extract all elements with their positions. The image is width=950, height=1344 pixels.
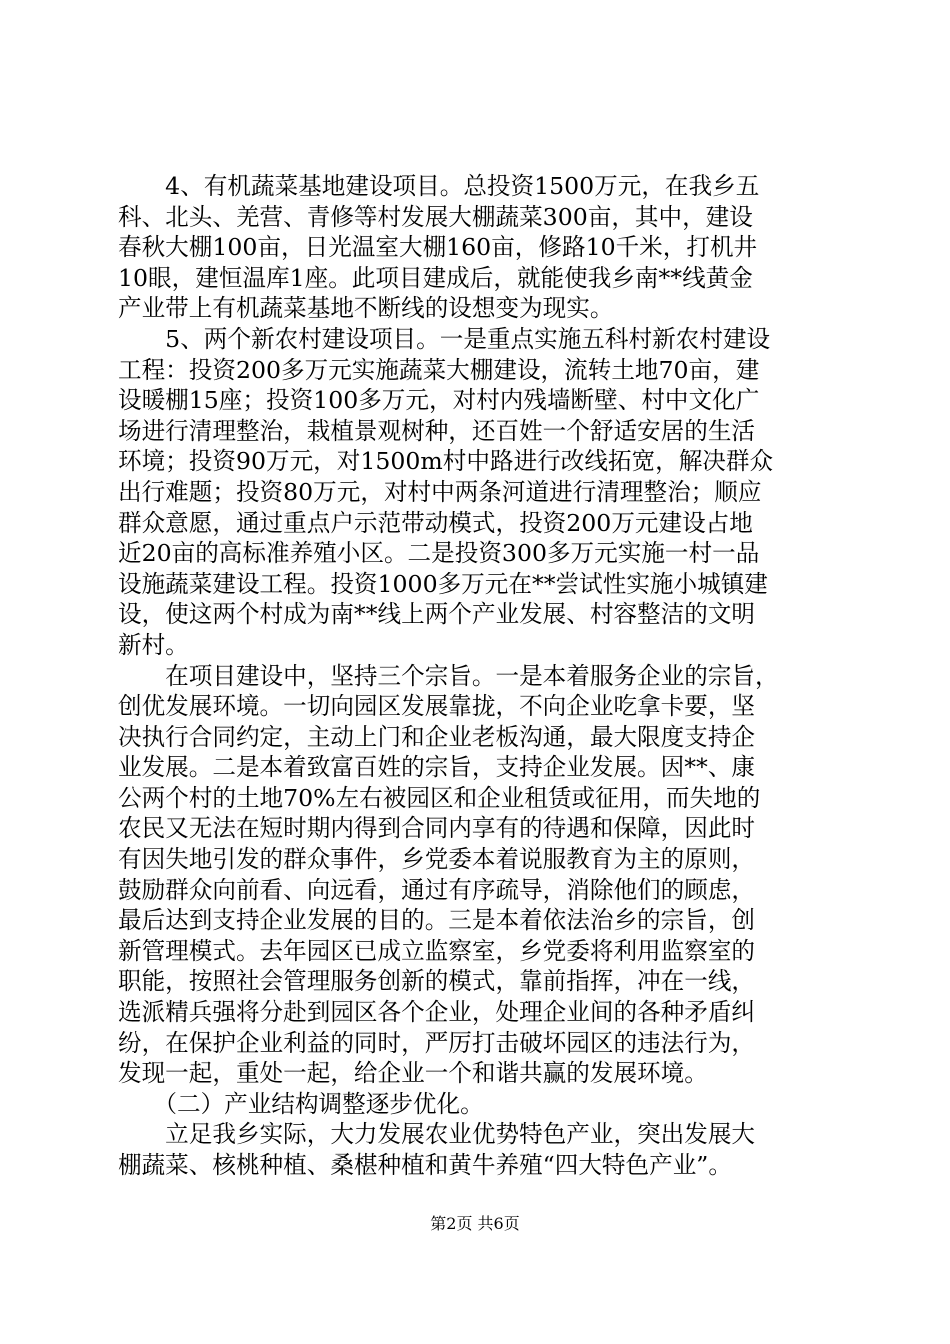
text-line: 公两个村的土地70%左右被园区和企业租赁或征用，而失地的 (118, 783, 761, 812)
text-line: 立足我乡实际，大力发展农业优势特色产业，突出发展大 (118, 1120, 756, 1149)
text-line: 选派精兵强将分赴到园区各个企业，处理企业间的各种矛盾纠 (118, 998, 756, 1027)
text-line: 产业带上有机蔬菜基地不断线的设想变为现实。 (118, 294, 614, 323)
text-line: 场进行清理整治，栽植景观树种，还百姓一个舒适安居的生活 (118, 416, 756, 445)
text-line: 棚蔬菜、核桃种植、桑椹种植和黄牛养殖“四大特色产业”。 (118, 1151, 732, 1179)
text-line: 近20亩的高标准养殖小区。二是投资300多万元实施一村一品 (118, 539, 760, 568)
text-line: 设暖棚15座；投资100多万元，对村内残墙断壁、村中文化广 (118, 386, 760, 415)
text-line: 决执行合同约定，主动上门和企业老板沟通，最大限度支持企 (118, 722, 756, 751)
text-line: 科、北头、羌营、青修等村发展大棚蔬菜300亩，其中，建设 (118, 202, 753, 231)
text-line: （二）产业结构调整逐步优化。 (118, 1089, 484, 1118)
text-line: 新管理模式。去年园区已成立监察室，乡党委将利用监察室的 (118, 936, 756, 965)
text-line: 春秋大棚100亩，日光温室大棚160亩，修路10千米，打机井 (118, 233, 758, 262)
text-line: 4、有机蔬菜基地建设项目。总投资1500万元，在我乡五 (118, 172, 760, 200)
text-line: 最后达到支持企业发展的目的。三是本着依法治乡的宗旨，创 (118, 906, 756, 935)
text-line: 职能，按照社会管理服务创新的模式，靠前指挥，冲在一线， (118, 967, 756, 996)
text-line: 设施蔬菜建设工程。投资1000多万元在**尝试性实施小城镇建 (118, 569, 768, 598)
text-line: 设，使这两个村成为南**线上两个产业发展、村容整洁的文明 (118, 600, 756, 629)
text-line: 在项目建设中，坚持三个宗旨。一是本着服务企业的宗旨， (118, 661, 779, 690)
text-line: 纷，在保护企业利益的同时，严厉打击破坏园区的违法行为， (118, 1028, 756, 1057)
text-line: 鼓励群众向前看、向远看，通过有序疏导，消除他们的顾虑， (118, 875, 756, 904)
text-line: 创优发展环境。一切向园区发展靠拢，不向企业吃拿卡要，坚 (118, 692, 756, 721)
text-line: 农民又无法在短时期内得到合同内享有的待遇和保障，因此时 (118, 814, 756, 843)
document-body (118, 171, 834, 1181)
text-line: 工程：投资200多万元实施蔬菜大棚建设，流转土地70亩，建 (118, 355, 760, 384)
text-line: 群众意愿，通过重点户示范带动模式，投资200万元建设占地 (118, 508, 753, 537)
text-line: 有因失地引发的群众事件，乡党委本着说服教育为主的原则， (118, 845, 756, 874)
text-line: 业发展。二是本着致富百姓的宗旨，支持企业发展。因**、康 (118, 753, 756, 782)
text-line: 5、两个新农村建设项目。一是重点实施五科村新农村建设 (118, 324, 771, 353)
page-number-footer: 第2页 共6页 (430, 1214, 520, 1233)
text-line: 环境；投资90万元，对1500m村中路进行改线拓宽，解决群众 (118, 447, 774, 476)
text-line: 出行难题；投资80万元，对村中两条河道进行清理整治；顺应 (118, 477, 762, 506)
text-line: 发现一起，重处一起，给企业一个和谐共赢的发展环境。 (118, 1059, 708, 1088)
text-line: 10眼，建恒温库1座。此项目建成后，就能使我乡南**线黄金 (118, 263, 753, 292)
text-line: 新村。 (118, 630, 189, 659)
